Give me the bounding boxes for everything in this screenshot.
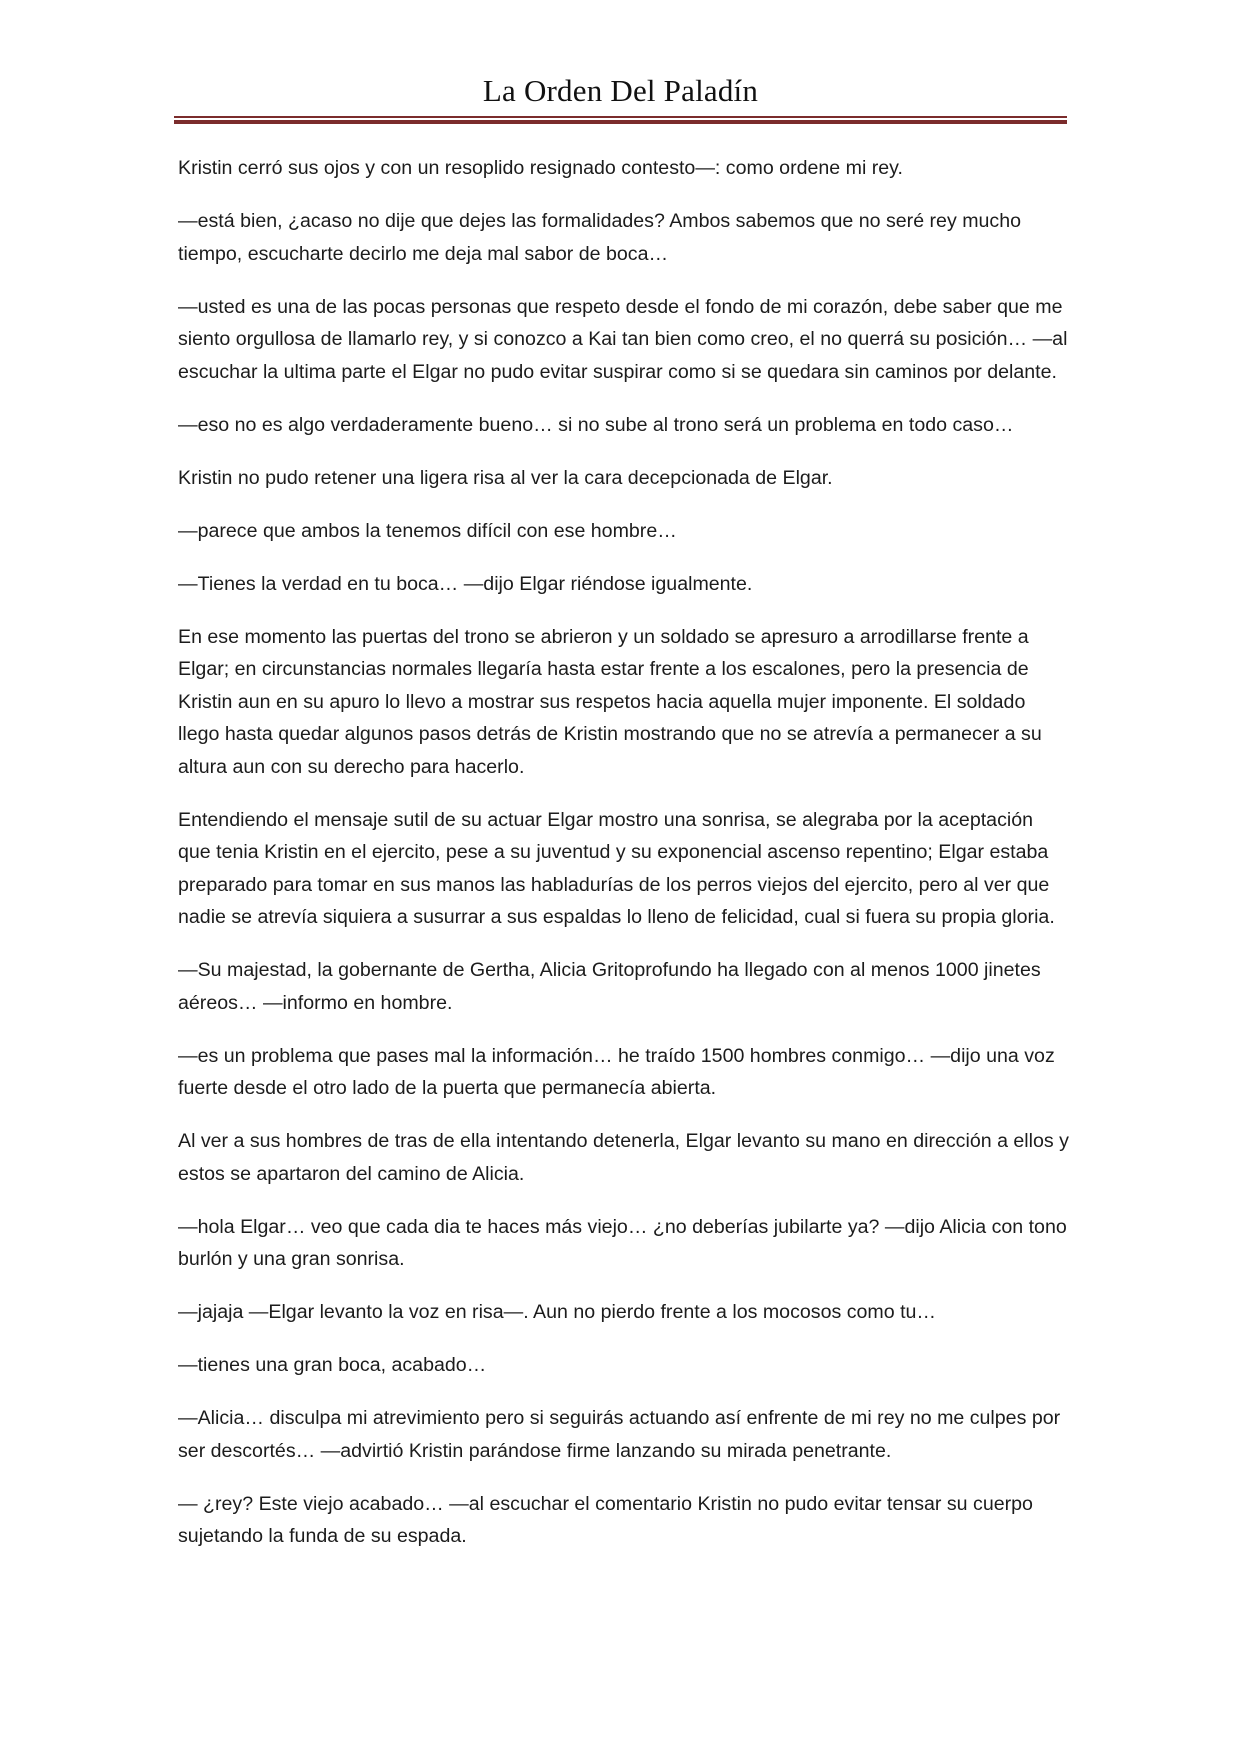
header-rule-thick — [174, 120, 1067, 124]
paragraph: —usted es una de las pocas personas que respeto desde el fondo de mi corazón, debe saber que me siento orgullosa de llamarlo rey, y si conozco a Kai tan bien como creo, el no querrá su posición… —al escuchar la ultima parte el Elgar no pudo evitar suspirar como si se quedara sin caminos por delante. — [178, 295, 1068, 383]
paragraph: Kristin no pudo retener una ligera risa al ver la cara decepcionada de Elgar. — [178, 466, 833, 489]
paragraph: — ¿rey? Este viejo acabado… —al escuchar el comentario Kristin no pudo evitar tensar su cuerpo sujetando la funda de su espada. — [178, 1492, 1033, 1547]
paragraph: —Tienes la verdad en tu boca… —dijo Elgar riéndose igualmente. — [178, 572, 753, 595]
header-rule-thin — [174, 116, 1067, 118]
paragraph: —jajaja —Elgar levanto la voz en risa—. Aun no pierdo frente a los mocosos como tu… — [178, 1301, 937, 1323]
paragraph: —tienes una gran boca, acabado… — [178, 1354, 487, 1376]
paragraph: —Su majestad, la gobernante de Gertha, Alicia Gritoprofundo ha llegado con al menos 1000 jinetes aéreos… —informo en hombre. — [178, 959, 1041, 1014]
body-text — [178, 152, 1070, 1573]
page-header — [174, 72, 1067, 124]
paragraph: Entendiendo el mensaje sutil de su actuar Elgar mostro una sonrisa, se alegraba por la aceptación que tenia Kristin en el ejercito, pese a su juventud y su exponencial ascenso repentino; Elgar estaba preparado para tomar en sus manos las habladurías de los perros viejos del ejercito, pero al ver que nadie se atrevía siquiera a susurrar a sus espaldas lo lleno de felicidad, cual si fuera su propia gloria. — [178, 808, 1055, 928]
paragraph: —está bien, ¿acaso no dije que dejes las formalidades? Ambos sabemos que no seré rey mucho tiempo, escucharte decirlo me deja mal sabor de boca… — [178, 210, 1022, 265]
paragraph: —hola Elgar… veo que cada dia te haces más viejo… ¿no deberías jubilarte ya? —dijo Alicia con tono burlón y una gran sonrisa. — [178, 1215, 1067, 1270]
paragraph: Kristin cerró sus ojos y con un resoplido resignado contesto—: como ordene mi rey. — [178, 157, 903, 179]
paragraph: Al ver a sus hombres de tras de ella intentando detenerla, Elgar levanto su mano en dirección a ellos y estos se apartaron del camino de Alicia. — [178, 1130, 1069, 1185]
paragraph: —eso no es algo verdaderamente bueno… si no sube al trono será un problema en todo caso… — [178, 413, 1014, 436]
paragraph: —Alicia… disculpa mi atrevimiento pero si seguirás actuando así enfrente de mi rey no me culpes por ser descortés… —advirtió Kristin parándose firme lanzando su mirada penetrante. — [178, 1407, 1061, 1462]
paragraph: —es un problema que pases mal la información… he traído 1500 hombres conmigo… —dijo una voz fuerte desde el otro lado de la puerta que permanecía abierta. — [178, 1044, 1055, 1099]
paragraph: —parece que ambos la tenemos difícil con ese hombre… — [178, 519, 677, 542]
page-title: La Orden Del Paladín — [482, 73, 759, 108]
paragraph: En ese momento las puertas del trono se abrieron y un soldado se apresuro a arrodillarse frente a Elgar; en circunstancias normales llegaría hasta estar frente a los escalones, pero la presencia de Kristin aun en su apuro lo llevo a mostrar sus respetos hacia aquella mujer imponente. El soldado llego hasta quedar algunos pasos detrás de Kristin mostrando que no se atrevía a permanecer a su altura aun con su derecho para hacerlo. — [178, 625, 1042, 778]
